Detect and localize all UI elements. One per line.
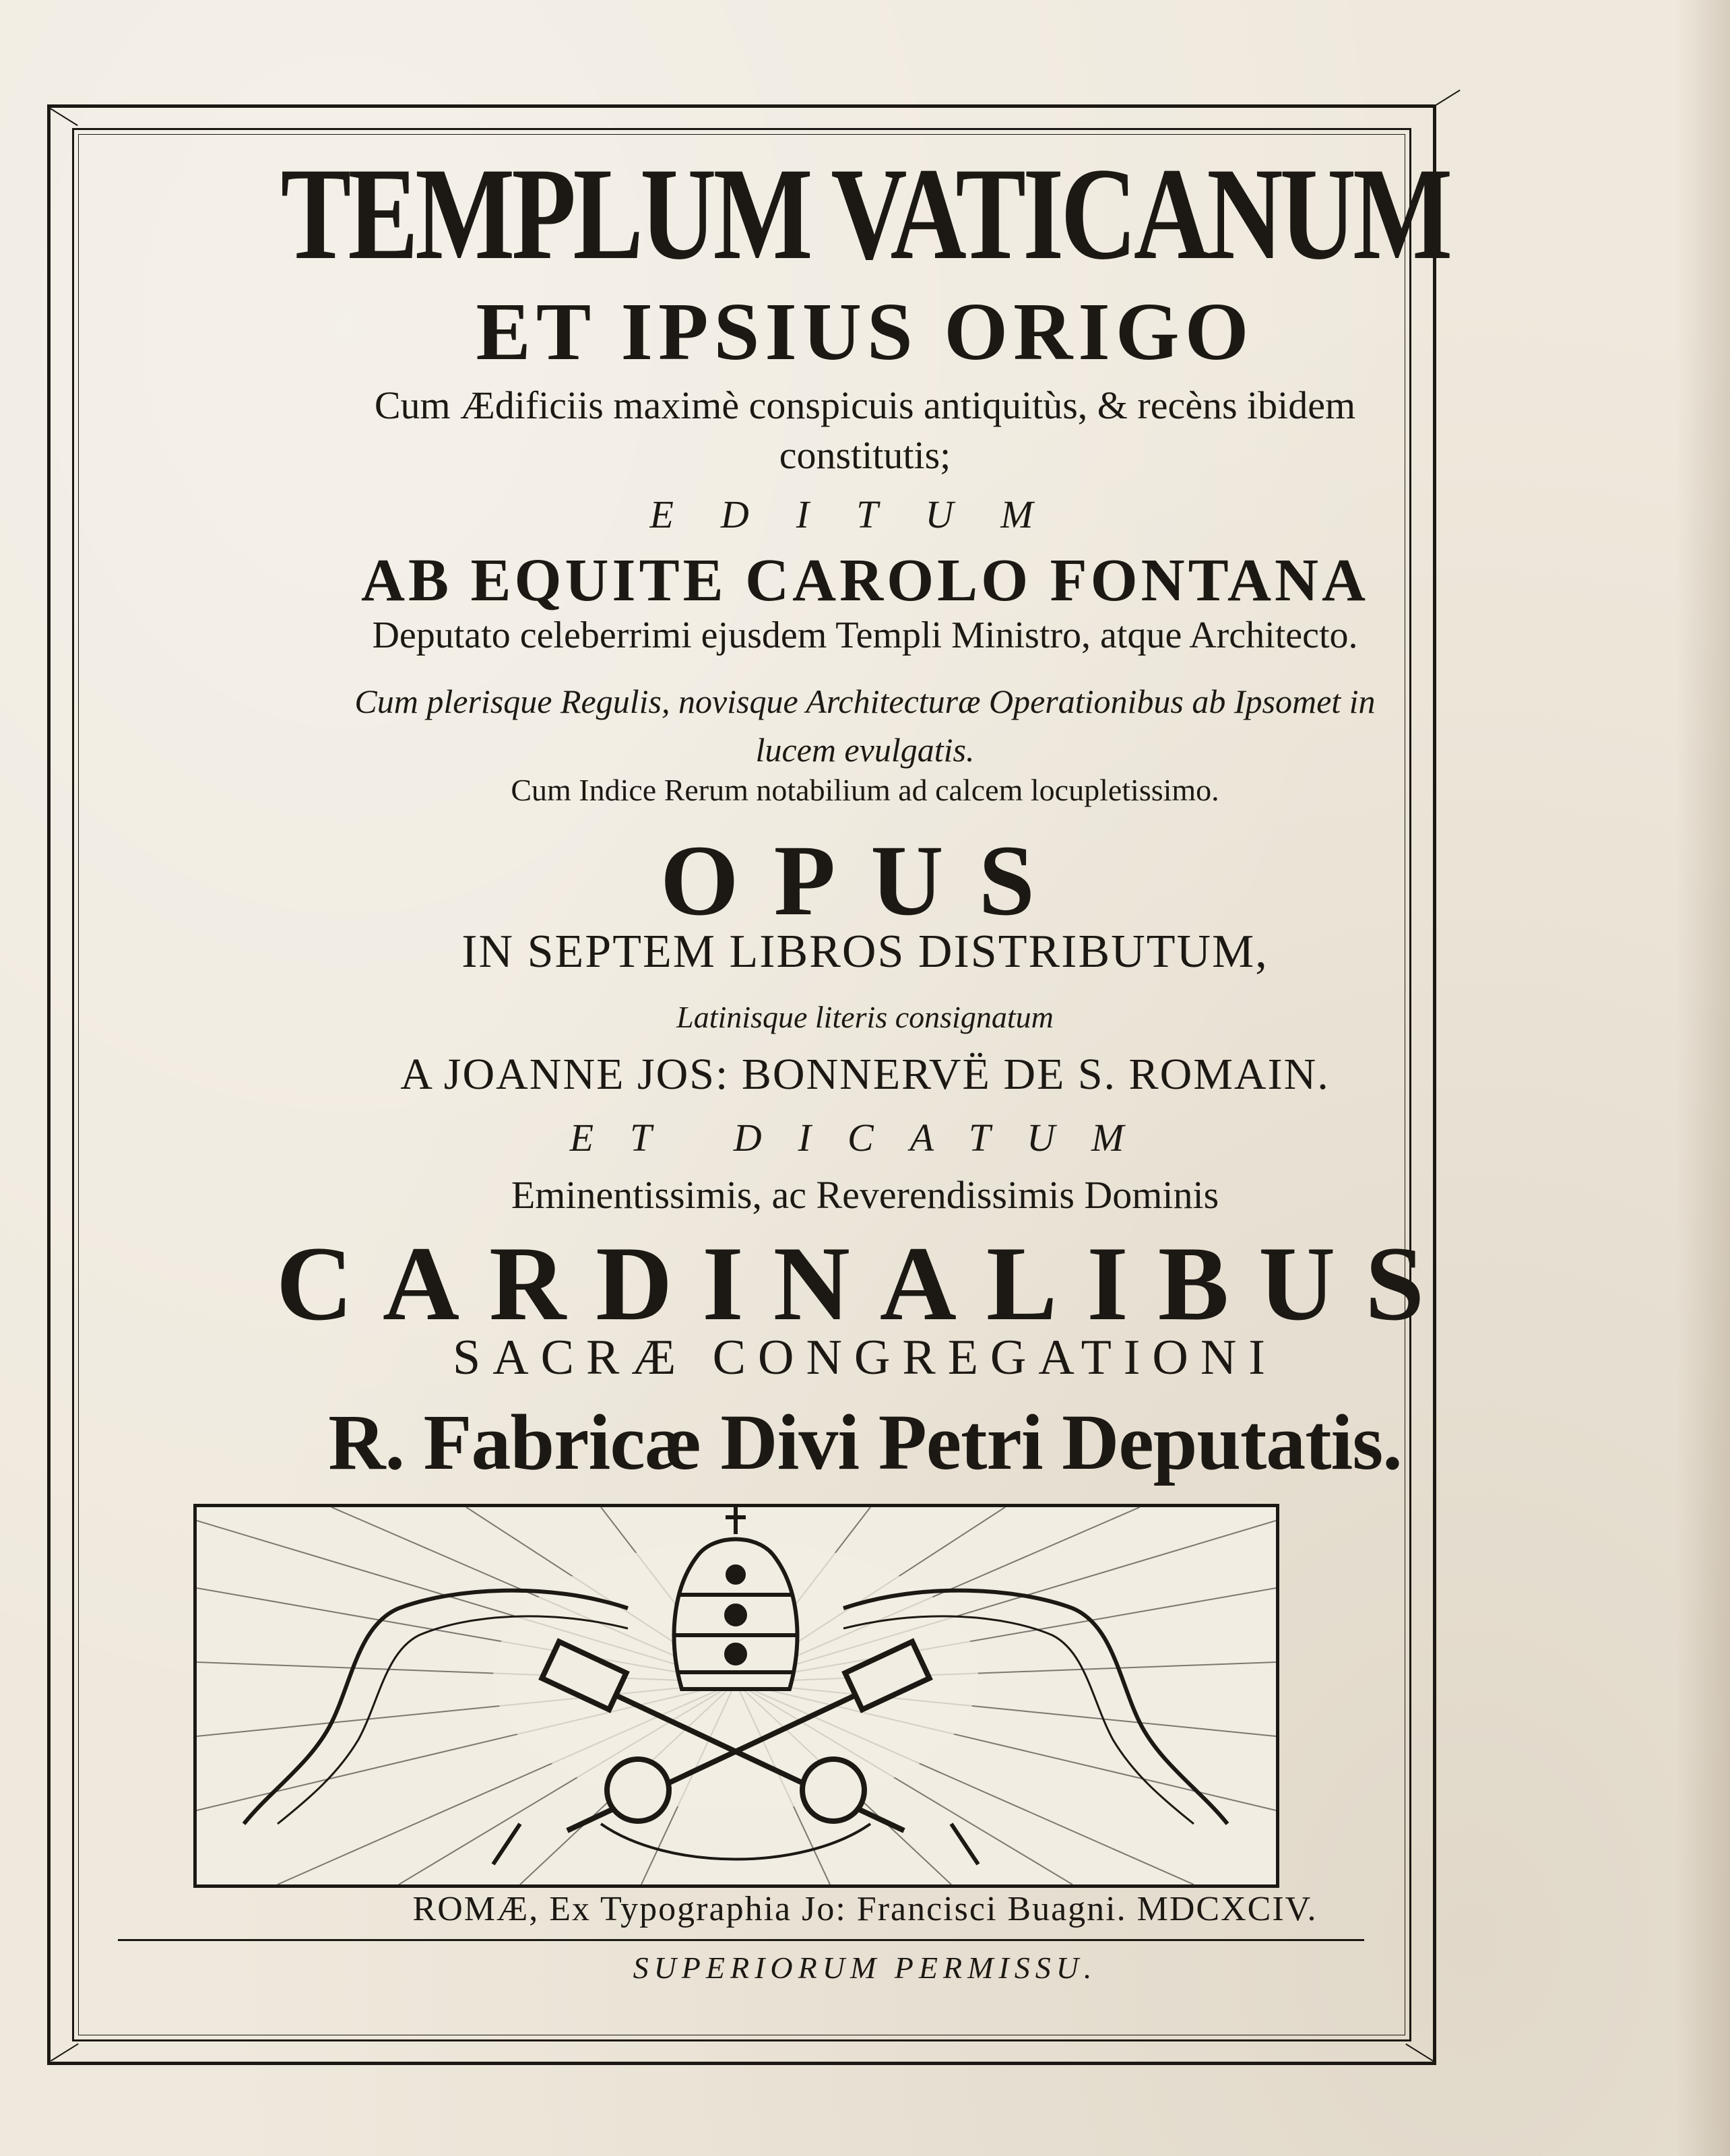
latin-note: Latinisque literis consignatum — [676, 1000, 1054, 1034]
frame-corner-br — [1405, 2043, 1434, 2062]
imprint-rule — [118, 1939, 1364, 1941]
papal-tiara — [674, 1507, 798, 1689]
papal-arms-vignette — [193, 1504, 1279, 1888]
book-subtitle: ET IPSIUS ORIGO — [476, 286, 1254, 377]
editum-label: EDITUM — [649, 493, 1081, 536]
libros-line: IN SEPTEM LIBROS DISTRIBUTUM, — [461, 926, 1269, 978]
dedication-line: Eminentissimis, ac Reverendissimis Dominis — [511, 1173, 1219, 1217]
papal-arms-engraving — [197, 1507, 1276, 1884]
imprint-line: ROMÆ, Ex Typographia Jo: Francisci Buagni. MDCXCIV. — [412, 1890, 1318, 1928]
fabricae-line: R. Fabricæ Divi Petri Deputatis. — [328, 1398, 1402, 1486]
author-role: Deputato celeberrimi ejusdem Templi Ministro, atque Architecto. — [372, 614, 1358, 656]
book-title: TEMPLUM VATICANUM — [280, 141, 1450, 287]
frame-corner-tl — [50, 108, 78, 126]
congregationi-line: SACRÆ CONGREGATIONI — [453, 1330, 1277, 1385]
author-name: AB EQUITE CAROLO FONTANA — [361, 547, 1369, 614]
translator-name: A JOANNE JOS: BONNERVË DE S. ROMAIN. — [400, 1050, 1330, 1099]
permissu-line: SUPERIORUM PERMISSU. — [633, 1951, 1097, 1985]
description-text: Cum Ædificiis maximè conspicuis antiquitùs, & recèns ibidem constitutis; — [374, 383, 1356, 477]
dicatum-label: ET DICATUM — [569, 1116, 1161, 1160]
index-note: Cum Indice Rerum notabilium ad calcem locupletissimo. — [511, 773, 1219, 807]
opus-heading: OPUS — [660, 825, 1070, 937]
cardinalibus-heading: CARDINALIBUS — [276, 1225, 1454, 1343]
rules-note: Cum plerisque Regulis, novisque Architecturæ Operationibus ab Ipsomet in lucem evulgatis. — [354, 683, 1376, 769]
frame-corner-bl — [51, 2043, 79, 2062]
